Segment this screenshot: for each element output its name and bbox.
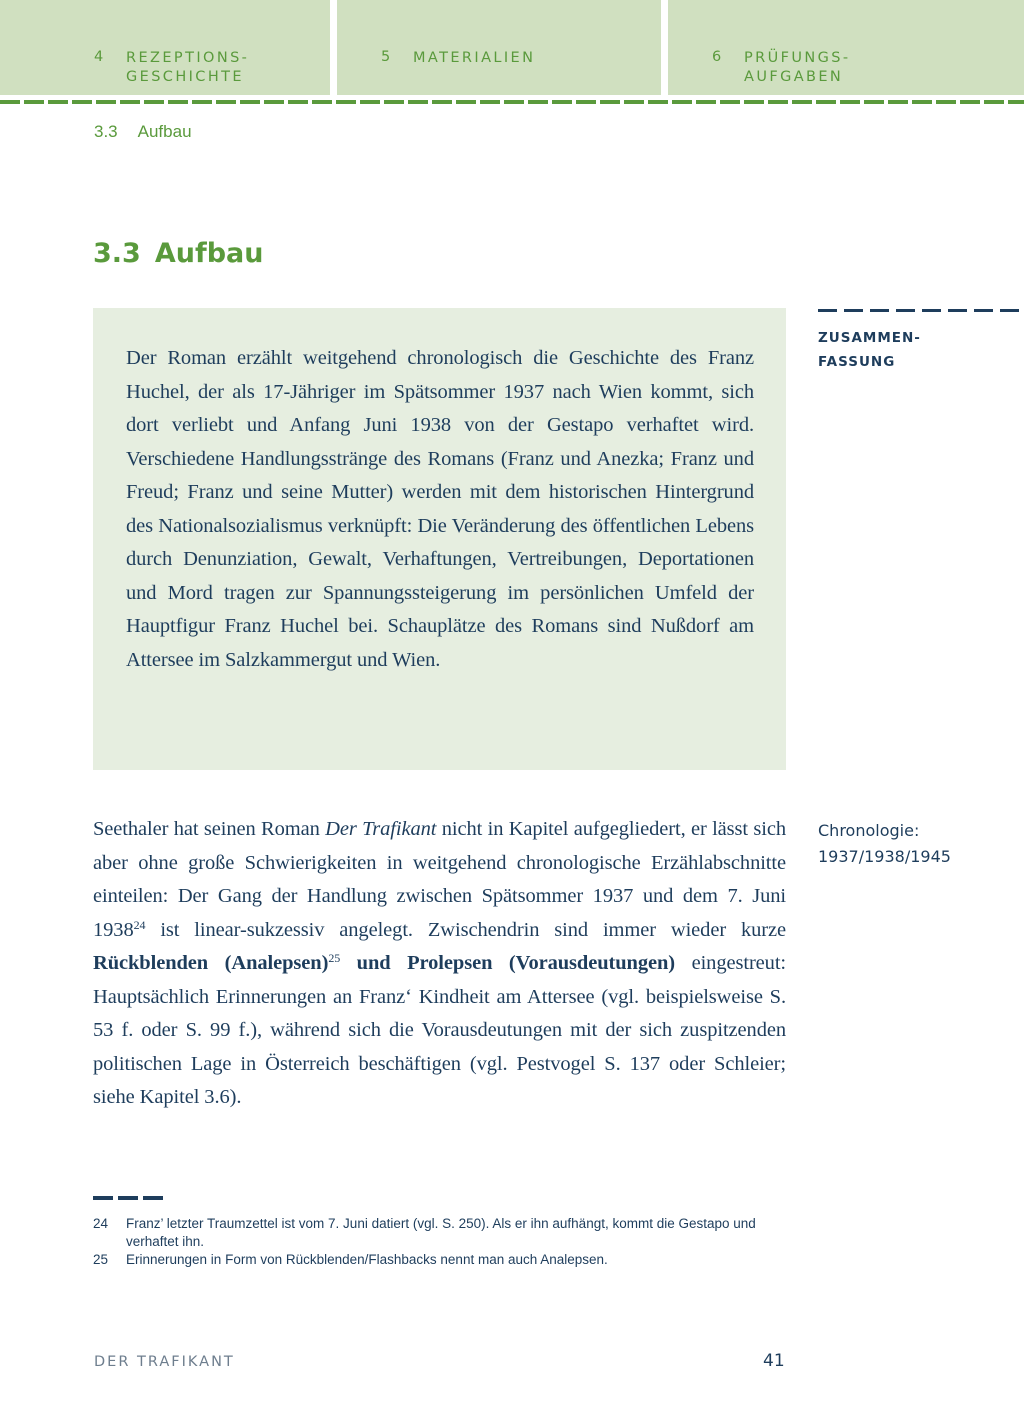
nav-tab-rezeptionsgeschichte[interactable]: [0, 0, 330, 95]
tab-number: 4: [94, 49, 106, 65]
nav-tab-materialien[interactable]: [337, 0, 661, 95]
footnote-ref-25[interactable]: 25: [328, 951, 341, 965]
footnotes: [93, 1215, 783, 1269]
footnote-24: 24 Franz’ letzter Traumzettel ist vom 7. Juni datiert (vgl. S. 250). Als er ihn aufhängt, kommt die Gestapo und verhaftet ihn.: [93, 1216, 756, 1249]
footer-book-title: DER TRAFIKANT: [94, 1354, 235, 1370]
summary-text: Der Roman erzählt weitgehend chronologisch die Geschichte des Franz Huchel, der als 17-Jähriger im Spätsommer 1937 nach Wien kommt, sich dort verliebt und Anfang Juni 1938 von der Gestapo verhaftet wird. Verschiedene Handlungsstränge des Romans (Franz und Anezka; Franz und Freud; Franz und seine Mutter) werden mit dem historischen Hintergrund des Nationalsozialismus verknüpft: Die Veränderung des öffentlichen Lebens durch Denunziation, Gewalt, Verhaftungen, Vertreibungen, Deportationen und Mord tragen zur Spannungssteigerung im persönlichen Umfeld der Hauptfigur Franz Huchel bei. Schauplätze des Romans sind Nußdorf am Attersee im Salzkammergut und Wien.: [126, 347, 754, 671]
tab-label: PRÜFUNGS- AUFGABEN: [744, 50, 851, 85]
header-dashed-divider: [0, 100, 1024, 104]
footnote-divider: [93, 1196, 163, 1200]
footnote-25: 25 Erinnerungen in Form von Rückblenden/Flashbacks nennt man auch Analepsen.: [93, 1252, 608, 1267]
footnote-ref-24[interactable]: 24: [133, 917, 146, 932]
summary-box: [93, 308, 786, 770]
nav-tab-pruefungsaufgaben[interactable]: [668, 0, 1024, 95]
tab-label: REZEPTIONS- GESCHICHTE: [126, 50, 250, 85]
body-paragraph: Seethaler hat seinen Roman Der Trafikant nicht in Kapitel aufgegliedert, er lässt sich aber ohne große Schwierigkeiten in weitgehend chronologische Erzählabschnitte einteilen: Der Gang der Handlung zwischen Spätsommer 1937 und dem 7. Juni 1938$^{24}$ ist linear-sukzessiv angelegt. Zwischendrin sind immer wieder kurze Rückblenden (Analepsen)$^{25}$ und Prolepsen (Vorausdeutungen) eingestreut: Hauptsächlich Erinnerungen an Franz‘ Kindheit am Attersee (vgl. beispielsweise S. 53 f. oder S. 99 f.), während sich die Vorausdeutungen mit der sich zuspitzenden politischen Lage in Österreich beschäftigen (vgl. Pestvogel S. 137 oder Schleier; siehe Kapitel 3.6).: [93, 818, 787, 1108]
margin-dashed-divider: [818, 309, 1024, 312]
margin-label-summary: ZUSAMMEN- FASSUNG: [818, 330, 921, 370]
margin-note-chronology: Chronologie: 1937/1938/1945: [818, 821, 951, 866]
section-heading: 3.3 Aufbau: [93, 238, 264, 269]
tab-number: 6: [712, 49, 724, 65]
tab-label: MATERIALIEN: [413, 50, 536, 66]
tab-number: 5: [381, 49, 393, 65]
page-number: 41: [763, 1351, 785, 1371]
running-head: 3.3 Aufbau: [94, 122, 192, 141]
